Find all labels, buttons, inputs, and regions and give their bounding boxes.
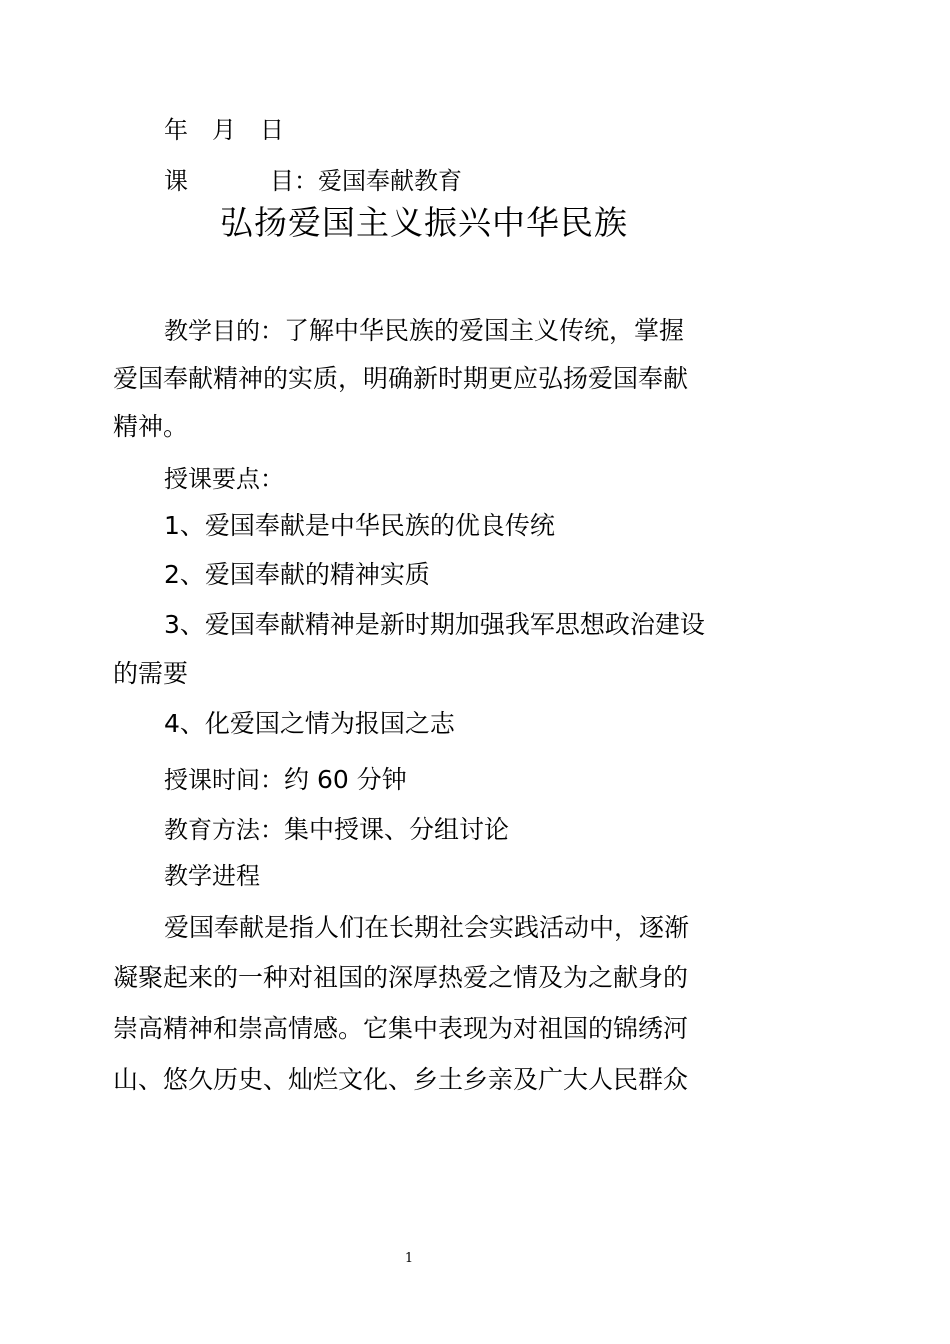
subject-value: 爱国奉献教育 [318,167,462,195]
teaching-goal-line-3: 精神。 [113,412,189,441]
date-line [164,118,284,142]
teaching-method-value: 集中授课、分组讨论 [284,815,510,844]
body-line-1: 爱国奉献是指人们在长期社会实践活动中，逐渐 [164,913,690,942]
key-point-1: 1、爱国奉献是中华民族的优良传统 [164,511,555,540]
key-point-2: 2、爱国奉献的精神实质 [164,560,430,589]
body-line-4: 山、悠久历史、灿烂文化、乡土乡亲及广大人民群众 [113,1065,689,1094]
month-label: 月 [212,116,236,144]
teaching-time-line [164,767,407,792]
teaching-time-value: 约 60 分钟 [284,765,407,794]
subject-label-1: 课 [164,167,188,195]
key-point-3-continued: 的需要 [113,659,189,688]
teaching-process-label: 教学进程 [164,862,260,890]
subject-label-2: 目： [270,167,318,195]
document-title: 弘扬爱国主义振兴中华民族 [220,203,628,242]
teaching-method-label: 教育方法： [164,816,284,844]
page-number: 1 [404,1251,414,1266]
teaching-goal-line-2: 爱国奉献精神的实质，明确新时期更应弘扬爱国奉献 [113,364,689,393]
key-point-3: 3、爱国奉献精神是新时期加强我军思想政治建设 [164,610,705,639]
year-label: 年 [164,116,188,144]
teaching-method-line [164,817,509,842]
day-label: 日 [260,116,284,144]
teaching-goal-label: 教学目的： [164,317,284,345]
teaching-time-label: 授课时间： [164,766,284,794]
teaching-goal-text: 了解中华民族的爱国主义传统，掌握 [284,316,685,345]
key-points-label: 授课要点： [164,465,284,493]
key-point-4: 4、化爱国之情为报国之志 [164,709,455,738]
body-line-2: 凝聚起来的一种对祖国的深厚热爱之情及为之献身的 [113,963,689,992]
subject-line [164,169,462,193]
body-line-3: 崇高精神和崇高情感。它集中表现为对祖国的锦绣河 [113,1014,689,1043]
teaching-goal-line-1 [164,318,684,344]
